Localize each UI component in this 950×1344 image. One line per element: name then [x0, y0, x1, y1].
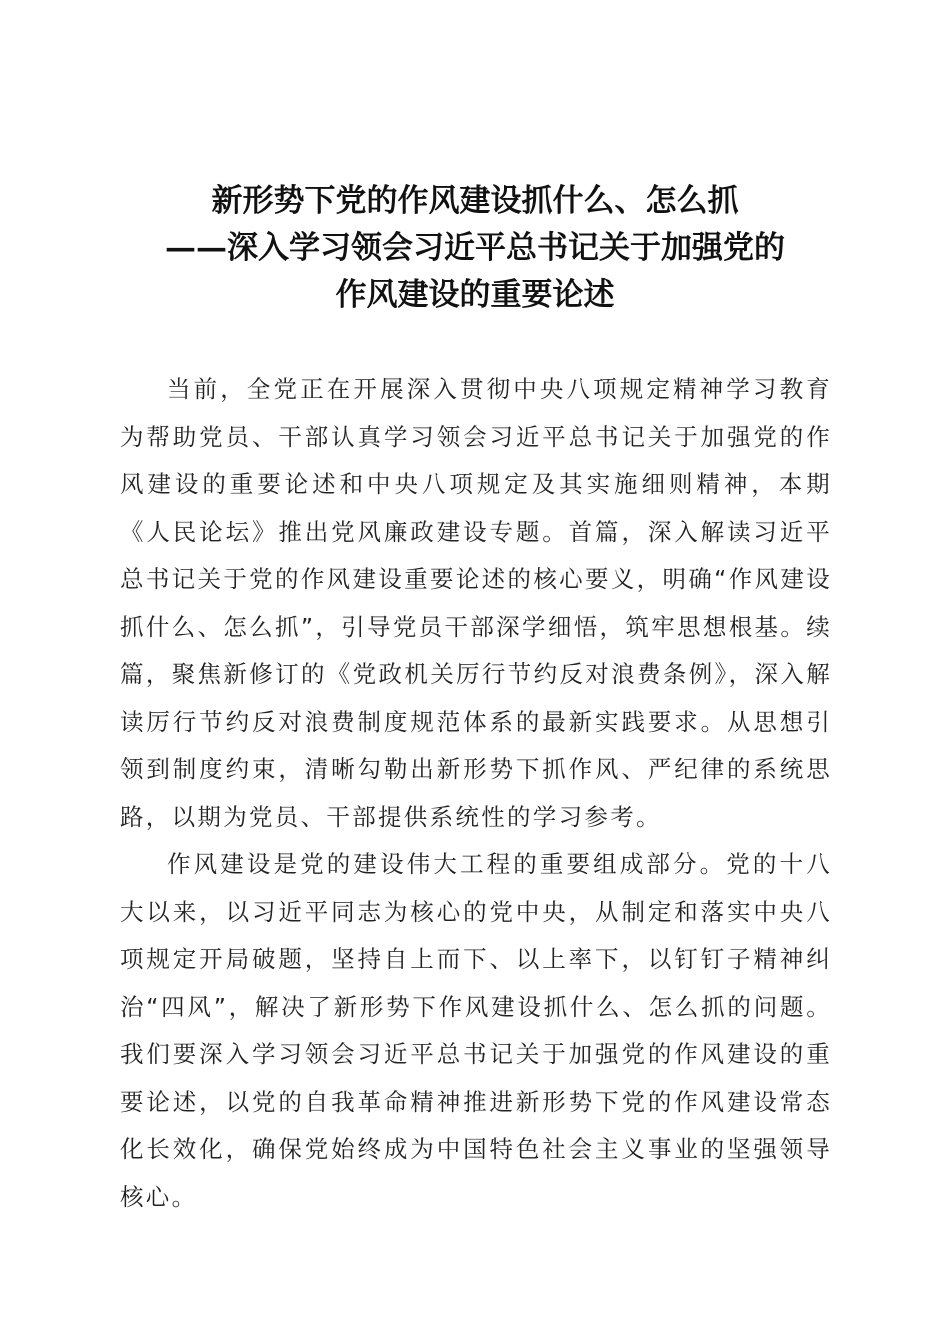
title-line-3: 作风建设的重要论述 [335, 277, 615, 313]
paragraph-2: 作风建设是党的建设伟大工程的重要组成部分。党的十八大以来，以习近平同志为核心的党中央，从制定和落实中央八项规定开局破题，坚持自上而下、以上率下，以钉钉子精神纠治“四风”，解决了新形势下作风建设抓什么、怎么抓的问题。我们要深入学习领会习近平总书记关于加强党的作风建设的重要论述，以党的自我革命精神推进新形势下党的作风建设常态化长效化，确保党始终成为中国特色社会主义事业的坚强领导核心。 [120, 850, 832, 1211]
document-title [118, 178, 832, 319]
title-line-2: ——深入学习领会习近平总书记关于加强党的 [165, 230, 785, 266]
paragraph-1: 当前，全党正在开展深入贯彻中央八项规定精神学习教育为帮助党员、干部认真学习领会习近平总书记关于加强党的作风建设的重要论述和中央八项规定及其实施细则精神，本期《人民论坛》推出党风廉政建设专题。首篇，深入解读习近平总书记关于党的作风建设重要论述的核心要义，明确“作风建设抓什么、怎么抓”，引导党员干部深学细悟，筑牢思想根基。续篇，聚焦新修订的《党政机关厉行节约反对浪费条例》，深入解读厉行节约反对浪费制度规范体系的最新实践要求。从思想引领到制度约束，清晰勾勒出新形势下抓作风、严纪律的系统思路，以期为党员、干部提供系统性的学习参考。 [120, 375, 832, 831]
title-line-1: 新形势下党的作风建设抓什么、怎么抓 [211, 183, 739, 219]
document-body [120, 366, 832, 1221]
